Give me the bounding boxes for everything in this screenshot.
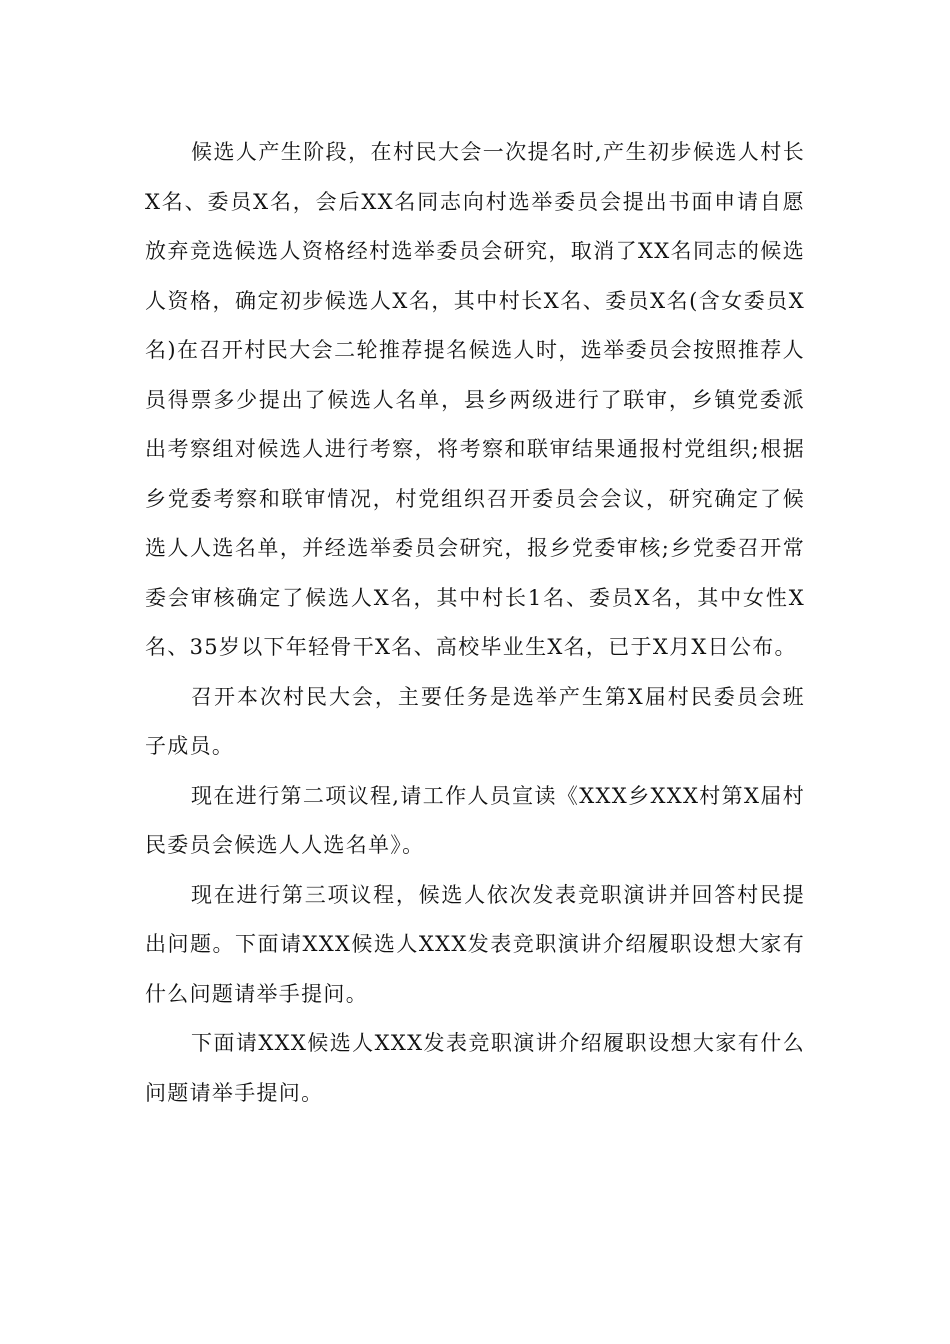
- paragraph-candidate-process: 候选人产生阶段，在村民大会一次提名时,产生初步候选人村长X名、委员X名，会后XX名同志向村选举委员会提出书面申请自愿放弃竞选候选人资格经村选举委员会研究，取消了XX名同志的候选人资格，确定初步候选人X名，其中村长X名、委员X名(含女委员X名)在召开村民大会二轮推荐提名候选人时，选举委员会按照推荐人员得票多少提出了候选人名单，县乡两级进行了联审，乡镇党委派出考察组对候选人进行考察，将考察和联审结果通报村党组织;根据乡党委考察和联审情况，村党组织召开委员会会议，研究确定了候选人人选名单，并经选举委员会研究，报乡党委审核;乡党委召开常委会审核确定了候选人X名，其中村长1名、委员X名，其中女性X名、35岁以下年轻骨干X名、高校毕业生X名，已于X月X日公布。: [145, 140, 805, 659]
- paragraph-agenda-item-two: 现在进行第二项议程,请工作人员宣读《XXX乡XXX村第X届村民委员会候选人人选名单》。: [145, 783, 805, 857]
- paragraph-next-candidate: 下面请XXX候选人XXX发表竞职演讲介绍履职设想大家有什么问题请举手提问。: [145, 1031, 805, 1105]
- paragraph-agenda-item-three: 现在进行第三项议程，候选人依次发表竞职演讲并回答村民提出问题。下面请XXX候选人XXX发表竞职演讲介绍履职设想大家有什么问题请举手提问。: [145, 882, 805, 1006]
- paragraph-meeting-task: 召开本次村民大会，主要任务是选举产生第X届村民委员会班子成员。: [145, 684, 805, 758]
- document-body: [145, 128, 805, 1118]
